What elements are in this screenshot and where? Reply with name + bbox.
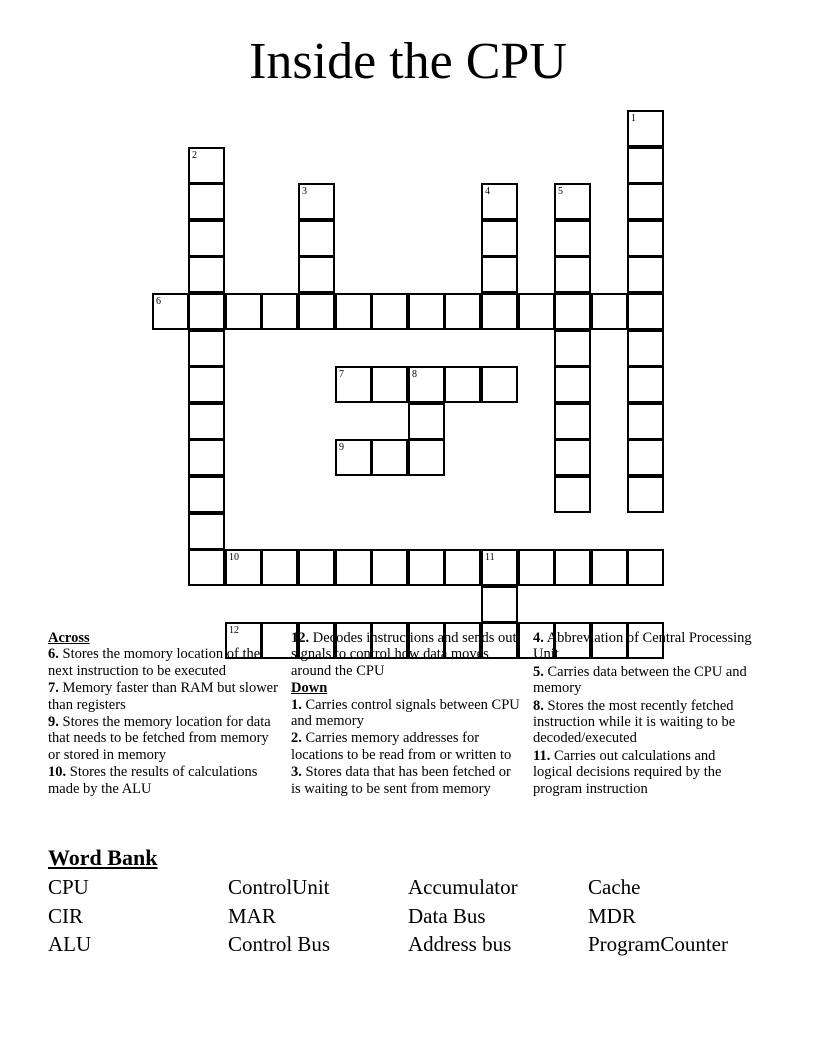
crossword-cell[interactable]	[481, 586, 518, 623]
clue-number: 7.	[48, 680, 59, 697]
crossword-cell[interactable]	[335, 439, 372, 476]
crossword-cell[interactable]	[554, 183, 591, 220]
clue-number: 9.	[48, 714, 59, 731]
crossword-cell[interactable]	[188, 147, 225, 184]
clue-number-label: 6	[156, 296, 161, 307]
word-bank-word: Control Bus	[228, 932, 331, 956]
crossword-cell[interactable]	[188, 513, 225, 550]
crossword-cell[interactable]	[261, 293, 298, 330]
crossword-cell[interactable]	[627, 549, 664, 586]
crossword-cell[interactable]	[554, 330, 591, 367]
word-bank-word: Cache	[588, 875, 641, 899]
clue-number: 11.	[533, 747, 551, 764]
crossword-cell[interactable]	[408, 293, 445, 330]
crossword-cell[interactable]	[627, 147, 664, 184]
crossword-cell[interactable]	[518, 549, 555, 586]
clue-down-4	[533, 630, 758, 663]
clue-across-7	[48, 680, 278, 713]
crossword-cell[interactable]	[554, 476, 591, 513]
clue-column-1	[48, 630, 278, 798]
clue-number: 12.	[291, 630, 310, 646]
clue-down-11	[533, 748, 758, 797]
clue-across-9	[48, 714, 278, 763]
across-heading: Across	[48, 630, 90, 646]
clue-text: Carries data between the CPU and memory	[533, 663, 747, 697]
crossword-cell[interactable]	[481, 220, 518, 257]
clue-text: Carries control signals between CPU and memory	[291, 696, 520, 730]
clue-text: Carries memory addresses for locations to be read from or written to	[291, 730, 512, 763]
crossword-cell[interactable]	[627, 476, 664, 513]
crossword-cell[interactable]	[518, 293, 555, 330]
clue-down-5	[533, 664, 758, 697]
crossword-cell[interactable]	[444, 549, 481, 586]
crossword-cell[interactable]	[298, 293, 335, 330]
crossword-cell[interactable]	[481, 366, 518, 403]
crossword-cell[interactable]	[225, 293, 262, 330]
word-bank-word: CIR	[48, 904, 84, 928]
crossword-cell[interactable]	[188, 403, 225, 440]
crossword-cell[interactable]	[554, 439, 591, 476]
crossword-cell[interactable]	[225, 549, 262, 586]
clue-number-label: 5	[558, 186, 563, 197]
clue-down-8	[533, 698, 758, 747]
crossword-cell[interactable]	[335, 366, 372, 403]
clue-number: 4.	[533, 630, 544, 646]
crossword-cell[interactable]	[188, 220, 225, 257]
clue-number-label: 2	[192, 150, 197, 161]
crossword-cell[interactable]	[188, 476, 225, 513]
word-bank-word: CPU	[48, 875, 89, 899]
clue-text: Decodes instructions and sends out signals to control how data moves around the CPU	[291, 630, 517, 679]
crossword-cell[interactable]	[627, 220, 664, 257]
crossword-cell[interactable]	[298, 549, 335, 586]
clue-number: 5.	[533, 663, 544, 680]
crossword-cell[interactable]	[554, 256, 591, 293]
crossword-cell[interactable]	[335, 293, 372, 330]
crossword-cell[interactable]	[554, 220, 591, 257]
clue-number: 10.	[48, 764, 67, 781]
crossword-cell[interactable]	[481, 256, 518, 293]
clue-column-3	[533, 630, 758, 798]
crossword-cell[interactable]	[554, 293, 591, 330]
crossword-cell[interactable]	[188, 549, 225, 586]
clue-text: Stores the most recently fetched instruction while it is waiting to be decoded/executed	[533, 697, 736, 747]
crossword-cell[interactable]	[554, 403, 591, 440]
word-bank-title: Word Bank	[48, 845, 158, 870]
crossword-cell[interactable]	[627, 183, 664, 220]
clue-across-10	[48, 764, 278, 797]
clue-number-label: 1	[631, 113, 636, 124]
clue-number: 6.	[48, 646, 59, 663]
crossword-cell[interactable]	[481, 293, 518, 330]
word-bank-word: Data Bus	[408, 904, 486, 928]
down-heading: Down	[291, 680, 328, 697]
clue-number-label: 7	[339, 369, 344, 380]
clue-number-label: 12	[229, 625, 239, 636]
crossword-cell[interactable]	[298, 183, 335, 220]
crossword-cell[interactable]	[371, 293, 408, 330]
clue-number-label: 3	[302, 186, 307, 197]
crossword-cell[interactable]	[627, 330, 664, 367]
crossword-cell[interactable]	[188, 256, 225, 293]
crossword-cell[interactable]	[261, 549, 298, 586]
clue-down-3	[291, 764, 523, 797]
clue-number: 3.	[291, 764, 302, 781]
crossword-cell[interactable]	[408, 366, 445, 403]
crossword-cell[interactable]	[627, 403, 664, 440]
crossword-cell[interactable]	[627, 366, 664, 403]
crossword-cell[interactable]	[298, 220, 335, 257]
word-bank-word: ProgramCounter	[588, 932, 728, 956]
crossword-cell[interactable]	[444, 366, 481, 403]
crossword-cell[interactable]	[188, 439, 225, 476]
crossword-cell[interactable]	[554, 549, 591, 586]
clue-text: Stores the momory location of the next instruction to be executed	[48, 646, 261, 679]
crossword-cell[interactable]	[408, 549, 445, 586]
crossword-cell[interactable]	[408, 439, 445, 476]
word-bank-word: MAR	[228, 904, 276, 928]
crossword-cell[interactable]	[627, 256, 664, 293]
clue-across-12	[291, 630, 523, 679]
clue-number: 1.	[291, 696, 302, 713]
word-bank-word: ControlUnit	[228, 875, 330, 899]
crossword-cell[interactable]	[188, 366, 225, 403]
crossword-cell[interactable]	[408, 403, 445, 440]
word-bank-word: Accumulator	[408, 875, 518, 899]
crossword-cell[interactable]	[188, 330, 225, 367]
crossword-cell[interactable]	[188, 293, 225, 330]
crossword-cell[interactable]	[481, 549, 518, 586]
clue-text: Carries out calculations and logical decisions required by the program instruction	[533, 747, 722, 797]
crossword-cell[interactable]	[298, 256, 335, 293]
crossword-cell[interactable]	[188, 183, 225, 220]
clue-number-label: 11	[485, 552, 495, 563]
clue-number-label: 9	[339, 442, 344, 453]
clue-number: 8.	[533, 697, 544, 714]
clue-down-1	[291, 697, 523, 730]
crossword-cell[interactable]	[444, 293, 481, 330]
clue-number-label: 8	[412, 369, 417, 380]
clue-number-label: 10	[229, 552, 239, 563]
word-bank-word: MDR	[588, 904, 636, 928]
crossword-cell[interactable]	[481, 183, 518, 220]
clue-text: Stores data that has been fetched or is waiting to be sent from memory	[291, 764, 511, 797]
clue-text: Stores the memory location for data that needs to be fetched from memory or stored in memory	[48, 714, 271, 763]
crossword-cell[interactable]	[591, 293, 628, 330]
crossword-cell[interactable]	[371, 366, 408, 403]
clue-text: Abbreviation of Central Processing Unit	[533, 630, 752, 663]
word-bank-word: Address bus	[408, 932, 512, 956]
crossword-cell[interactable]	[627, 293, 664, 330]
clue-column-2	[291, 630, 523, 798]
word-bank-word: ALU	[48, 932, 92, 956]
crossword-cell[interactable]	[371, 439, 408, 476]
clue-text: Stores the results of calculations made by the ALU	[48, 764, 258, 797]
clue-down-2	[291, 730, 523, 763]
crossword-cell[interactable]	[627, 110, 664, 147]
crossword-cell[interactable]	[335, 549, 372, 586]
clue-across-6	[48, 646, 278, 679]
page-title: Inside the CPU	[249, 33, 567, 90]
clue-number-label: 4	[485, 186, 490, 197]
crossword-cell[interactable]	[591, 549, 628, 586]
clue-number: 2.	[291, 730, 302, 747]
crossword-cell[interactable]	[371, 549, 408, 586]
crossword-cell[interactable]	[627, 439, 664, 476]
crossword-cell[interactable]	[152, 293, 189, 330]
clue-text: Memory faster than RAM but slower than registers	[48, 680, 278, 713]
crossword-cell[interactable]	[554, 366, 591, 403]
